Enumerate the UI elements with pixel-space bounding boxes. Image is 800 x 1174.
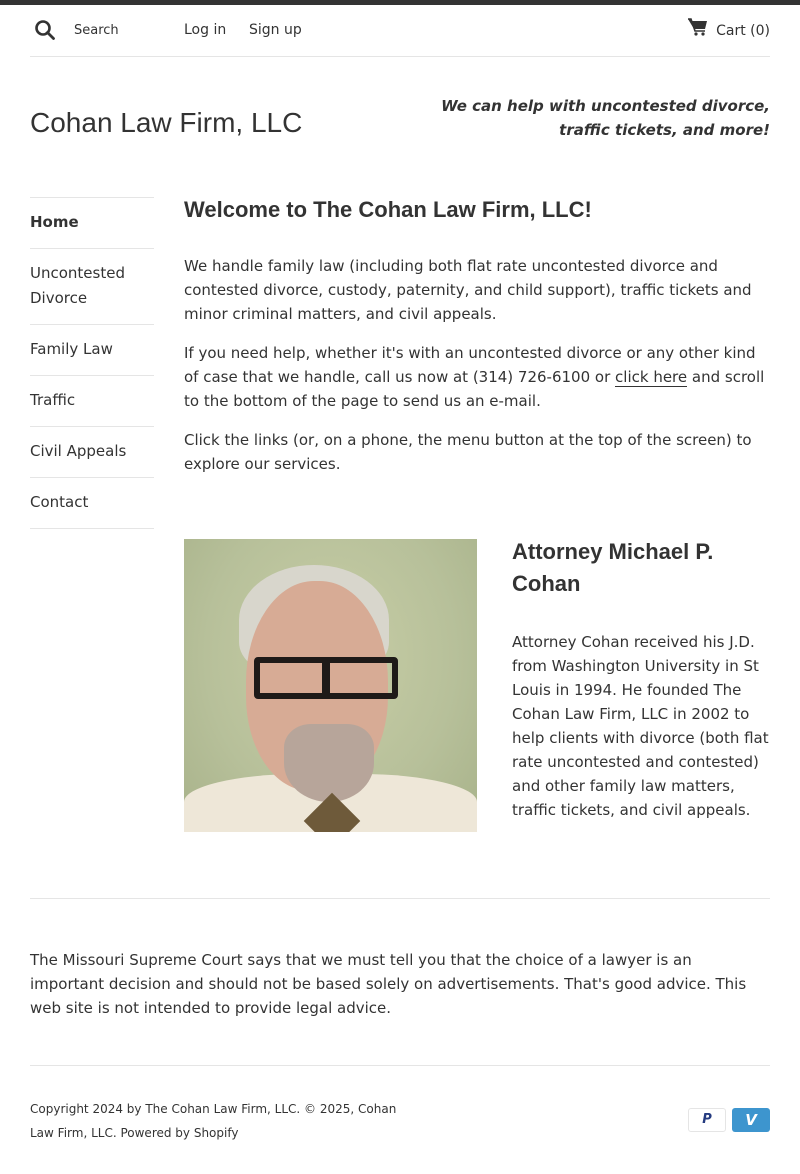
divider [30, 1065, 770, 1066]
cart-icon [688, 18, 708, 44]
search-icon[interactable] [34, 19, 56, 41]
signup-link[interactable]: Sign up [249, 22, 302, 38]
sidebar-item-civil-appeals[interactable]: Civil Appeals [30, 427, 154, 478]
contact-text-after: and scroll to the bottom of the page to send us an e-mail. [184, 368, 765, 410]
legal-disclaimer: The Missouri Supreme Court says that we must tell you that the choice of a lawyer is an important decision and should not be based solely on advertisements. That's good advice. This web site is not intended to provide legal advice. [30, 951, 747, 1017]
copyright-site-link[interactable]: Cohan Law Firm, LLC [30, 1102, 397, 1140]
venmo-icon: V [732, 1108, 770, 1132]
cart-label: Cart (0) [716, 23, 770, 39]
paypal-icon: P [688, 1108, 726, 1132]
divider [30, 898, 770, 899]
photo-beard [284, 724, 374, 802]
page-title: Welcome to The Cohan Law Firm, LLC! [184, 197, 592, 222]
sidebar-item-contact[interactable]: Contact [30, 478, 154, 529]
contact-text-before: If you need help, whether it's with an uncontested divorce or any other kind of case that we handle, call us now at (314) 726-6100 or [184, 344, 756, 386]
attorney-title: Attorney Michael P. Cohan [512, 539, 714, 596]
login-link[interactable]: Log in [184, 22, 227, 38]
sidebar-item-home[interactable]: Home [30, 198, 154, 249]
powered-separator: . [112, 1126, 121, 1140]
sidebar-item-traffic[interactable]: Traffic [30, 376, 154, 427]
header-bar [30, 5, 770, 57]
site-title[interactable]: Cohan Law Firm, LLC [30, 107, 303, 138]
contact-paragraph [184, 341, 770, 413]
intro-paragraph: We handle family law (including both flat rate uncontested divorce and contested divorce, custody, paternity, and child support), traffic tickets and minor criminal matters, and civil appeals. [184, 257, 752, 323]
footer-copyright [30, 1097, 410, 1145]
sidebar-nav [30, 197, 154, 529]
click-here-link[interactable]: click here [615, 368, 688, 386]
attorney-photo [184, 539, 477, 832]
photo-glasses [254, 657, 398, 699]
attorney-bio-text: Attorney Cohan received his J.D. from Washington University in St Louis in 1994. He founded The Cohan Law Firm, LLC in 2002 to help clients with divorce (both flat rate uncontested and contested) and other family law matters, traffic tickets, and civil appeals. [512, 633, 769, 819]
search-input[interactable] [74, 18, 174, 42]
attorney-bio [512, 536, 770, 822]
copyright-text: Copyright 2024 by The Cohan Law Firm, LLC. © 2025, [30, 1102, 359, 1116]
main-content [184, 195, 770, 491]
payment-icons [688, 1108, 770, 1132]
sidebar-item-family-law[interactable]: Family Law [30, 325, 154, 376]
tagline: We can help with uncontested divorce, traffic tickets, and more! [441, 97, 770, 139]
explore-paragraph: Click the links (or, on a phone, the menu button at the top of the screen) to explore our services. [184, 431, 752, 473]
powered-by-shopify-link[interactable]: Powered by Shopify [120, 1126, 239, 1140]
sidebar-item-uncontested-divorce[interactable]: Uncontested Divorce [30, 249, 154, 325]
cart-link[interactable] [688, 18, 770, 44]
